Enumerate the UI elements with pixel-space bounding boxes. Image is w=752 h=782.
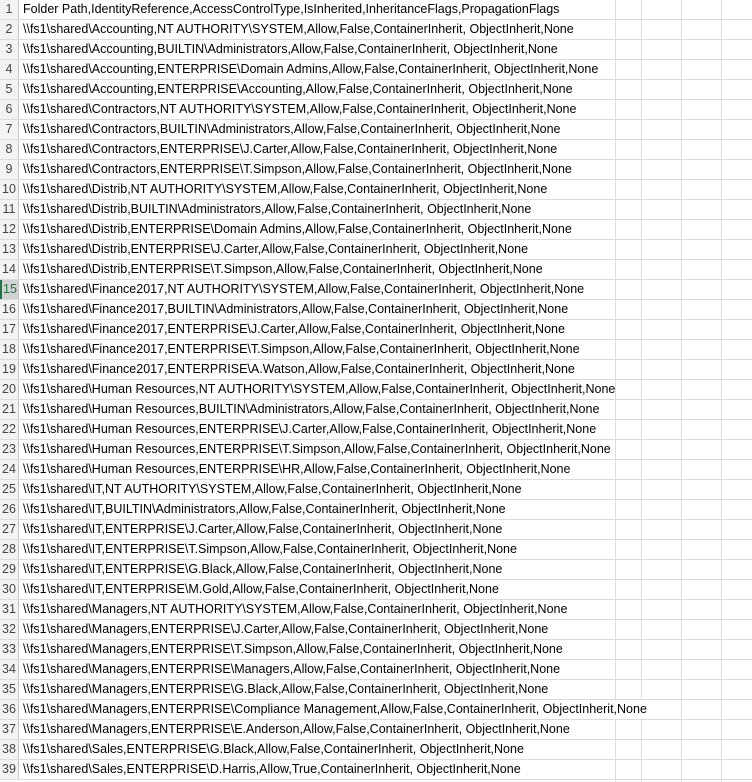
table-row [0,560,752,580]
cell[interactable]: \\fs1\shared\Human Resources,ENTERPRISE\T.Simpson,Allow,False,ContainerInherit, ObjectInherit,None [19,440,611,459]
table-row [0,360,752,380]
table-row [0,0,752,20]
row-header[interactable]: 18 [0,340,19,359]
row-header[interactable]: 5 [0,80,19,99]
cell[interactable]: \\fs1\shared\Managers,ENTERPRISE\J.Carter,Allow,False,ContainerInherit, ObjectInherit,None [19,620,548,639]
cell[interactable]: \\fs1\shared\IT,NT AUTHORITY\SYSTEM,Allow,False,ContainerInherit, ObjectInherit,None [19,480,522,499]
cell[interactable]: \\fs1\shared\Accounting,NT AUTHORITY\SYSTEM,Allow,False,ContainerInherit, ObjectInherit,None [19,20,574,39]
row-header[interactable]: 34 [0,660,19,679]
cell[interactable]: \\fs1\shared\Finance2017,BUILTIN\Administrators,Allow,False,ContainerInherit, ObjectInherit,None [19,300,568,319]
cell[interactable]: \\fs1\shared\Sales,ENTERPRISE\D.Harris,Allow,True,ContainerInherit, ObjectInherit,None [19,760,521,779]
row-header[interactable]: 11 [0,200,19,219]
cell[interactable]: \\fs1\shared\Distrib,NT AUTHORITY\SYSTEM,Allow,False,ContainerInherit, ObjectInherit,None [19,180,547,199]
cell[interactable]: \\fs1\shared\Accounting,ENTERPRISE\Accounting,Allow,False,ContainerInherit, ObjectInherit,None [19,80,573,99]
table-row [0,380,752,400]
row-header[interactable]: 33 [0,640,19,659]
cell[interactable]: \\fs1\shared\Human Resources,ENTERPRISE\J.Carter,Allow,False,ContainerInherit, ObjectInherit,None [19,420,596,439]
cell[interactable]: \\fs1\shared\Finance2017,ENTERPRISE\A.Watson,Allow,False,ContainerInherit, ObjectInherit,None [19,360,575,379]
table-row [0,100,752,120]
row-header[interactable]: 12 [0,220,19,239]
cell[interactable]: \\fs1\shared\Managers,ENTERPRISE\T.Simpson,Allow,False,ContainerInherit, ObjectInherit,None [19,640,563,659]
row-header[interactable]: 25 [0,480,19,499]
table-row [0,220,752,240]
cell[interactable]: \\fs1\shared\Managers,ENTERPRISE\G.Black,Allow,False,ContainerInherit, ObjectInherit,None [19,680,548,699]
table-row [0,60,752,80]
table-row [0,200,752,220]
cell[interactable]: \\fs1\shared\Contractors,NT AUTHORITY\SYSTEM,Allow,False,ContainerInherit, ObjectInherit,None [19,100,576,119]
row-header[interactable]: 16 [0,300,19,319]
row-header[interactable]: 9 [0,160,19,179]
cell[interactable]: \\fs1\shared\IT,ENTERPRISE\T.Simpson,Allow,False,ContainerInherit, ObjectInherit,None [19,540,517,559]
table-row [0,120,752,140]
row-header[interactable]: 20 [0,380,19,399]
cell[interactable]: \\fs1\shared\Sales,ENTERPRISE\G.Black,Allow,False,ContainerInherit, ObjectInherit,None [19,740,524,759]
row-header[interactable]: 26 [0,500,19,519]
row-header[interactable]: 38 [0,740,19,759]
row-header[interactable]: 10 [0,180,19,199]
table-row [0,80,752,100]
table-row [0,620,752,640]
row-header[interactable]: 32 [0,620,19,639]
table-row [0,260,752,280]
table-row [0,180,752,200]
row-header[interactable]: 36 [0,700,19,719]
table-row [0,300,752,320]
cell[interactable]: \\fs1\shared\Human Resources,NT AUTHORITY\SYSTEM,Allow,False,ContainerInherit, ObjectInherit,None [19,380,615,399]
row-header[interactable]: 24 [0,460,19,479]
table-row [0,280,752,300]
row-header[interactable]: 30 [0,580,19,599]
cell[interactable]: Folder Path,IdentityReference,AccessControlType,IsInherited,InheritanceFlags,PropagationFlags [19,0,559,19]
table-row [0,600,752,620]
cell[interactable]: \\fs1\shared\Managers,ENTERPRISE\E.Anderson,Allow,False,ContainerInherit, ObjectInherit,None [19,720,570,739]
table-row [0,340,752,360]
table-row [0,420,752,440]
cell[interactable]: \\fs1\shared\Finance2017,NT AUTHORITY\SYSTEM,Allow,False,ContainerInherit, ObjectInherit,None [19,280,584,299]
cell[interactable]: \\fs1\shared\IT,ENTERPRISE\J.Carter,Allow,False,ContainerInherit, ObjectInherit,None [19,520,502,539]
cell[interactable]: \\fs1\shared\IT,ENTERPRISE\M.Gold,Allow,False,ContainerInherit, ObjectInherit,None [19,580,499,599]
cell[interactable]: \\fs1\shared\Distrib,ENTERPRISE\Domain Admins,Allow,False,ContainerInherit, ObjectInherit,None [19,220,572,239]
cell[interactable]: \\fs1\shared\Distrib,ENTERPRISE\J.Carter,Allow,False,ContainerInherit, ObjectInherit,None [19,240,528,259]
table-row [0,720,752,740]
cell[interactable]: \\fs1\shared\Managers,ENTERPRISE\Managers,Allow,False,ContainerInherit, ObjectInherit,None [19,660,560,679]
cell[interactable]: \\fs1\shared\Managers,ENTERPRISE\Compliance Management,Allow,False,ContainerInherit, ObjectInherit,None [19,700,647,719]
row-header[interactable]: 23 [0,440,19,459]
table-row [0,660,752,680]
cell[interactable]: \\fs1\shared\Human Resources,ENTERPRISE\HR,Allow,False,ContainerInherit, ObjectInherit,None [19,460,570,479]
table-row [0,520,752,540]
row-header[interactable]: 39 [0,760,19,779]
row-header[interactable]: 37 [0,720,19,739]
table-row [0,160,752,180]
cell[interactable]: \\fs1\shared\Distrib,BUILTIN\Administrators,Allow,False,ContainerInherit, ObjectInherit,None [19,200,531,219]
cell[interactable]: \\fs1\shared\Contractors,ENTERPRISE\T.Simpson,Allow,False,ContainerInherit, ObjectInherit,None [19,160,572,179]
row-header[interactable]: 3 [0,40,19,59]
row-header[interactable]: 8 [0,140,19,159]
cell[interactable]: \\fs1\shared\Accounting,ENTERPRISE\Domain Admins,Allow,False,ContainerInherit, ObjectInherit,None [19,60,598,79]
row-header[interactable]: 17 [0,320,19,339]
row-header[interactable]: 14 [0,260,19,279]
row-header[interactable]: 2 [0,20,19,39]
row-header[interactable]: 19 [0,360,19,379]
table-row [0,760,752,780]
row-header[interactable]: 29 [0,560,19,579]
row-header[interactable]: 1 [0,0,19,19]
row-header[interactable]: 28 [0,540,19,559]
cell[interactable]: \\fs1\shared\Finance2017,ENTERPRISE\T.Simpson,Allow,False,ContainerInherit, ObjectInherit,None [19,340,580,359]
cell[interactable]: \\fs1\shared\IT,ENTERPRISE\G.Black,Allow,False,ContainerInherit, ObjectInherit,None [19,560,502,579]
table-row [0,500,752,520]
row-header[interactable]: 27 [0,520,19,539]
row-header[interactable]: 4 [0,60,19,79]
row-header[interactable]: 15 [0,280,19,299]
row-header[interactable]: 22 [0,420,19,439]
table-row [0,480,752,500]
cell[interactable]: \\fs1\shared\Contractors,ENTERPRISE\J.Carter,Allow,False,ContainerInherit, ObjectInherit,None [19,140,557,159]
cell[interactable]: \\fs1\shared\IT,BUILTIN\Administrators,Allow,False,ContainerInherit, ObjectInherit,None [19,500,506,519]
table-row [0,540,752,560]
row-header[interactable]: 31 [0,600,19,619]
table-row [0,20,752,40]
cell[interactable]: \\fs1\shared\Distrib,ENTERPRISE\T.Simpson,Allow,False,ContainerInherit, ObjectInherit,None [19,260,543,279]
table-row [0,580,752,600]
cell[interactable]: \\fs1\shared\Finance2017,ENTERPRISE\J.Carter,Allow,False,ContainerInherit, ObjectInherit,None [19,320,565,339]
table-row [0,400,752,420]
table-row [0,740,752,760]
table-row [0,240,752,260]
row-header[interactable]: 6 [0,100,19,119]
cell[interactable]: \\fs1\shared\Contractors,BUILTIN\Administrators,Allow,False,ContainerInherit, ObjectInherit,None [19,120,561,139]
row-header[interactable]: 7 [0,120,19,139]
table-row [0,460,752,480]
cell[interactable]: \\fs1\shared\Accounting,BUILTIN\Administrators,Allow,False,ContainerInherit, ObjectInherit,None [19,40,558,59]
table-row [0,320,752,340]
cell[interactable]: \\fs1\shared\Managers,NT AUTHORITY\SYSTEM,Allow,False,ContainerInherit, ObjectInherit,None [19,600,567,619]
row-header[interactable]: 21 [0,400,19,419]
cell[interactable]: \\fs1\shared\Human Resources,BUILTIN\Administrators,Allow,False,ContainerInherit, ObjectInherit,None [19,400,599,419]
row-header[interactable]: 13 [0,240,19,259]
table-row [0,700,752,720]
table-row [0,680,752,700]
table-row [0,440,752,460]
table-row [0,640,752,660]
table-row [0,140,752,160]
table-row [0,40,752,60]
row-header[interactable]: 35 [0,680,19,699]
